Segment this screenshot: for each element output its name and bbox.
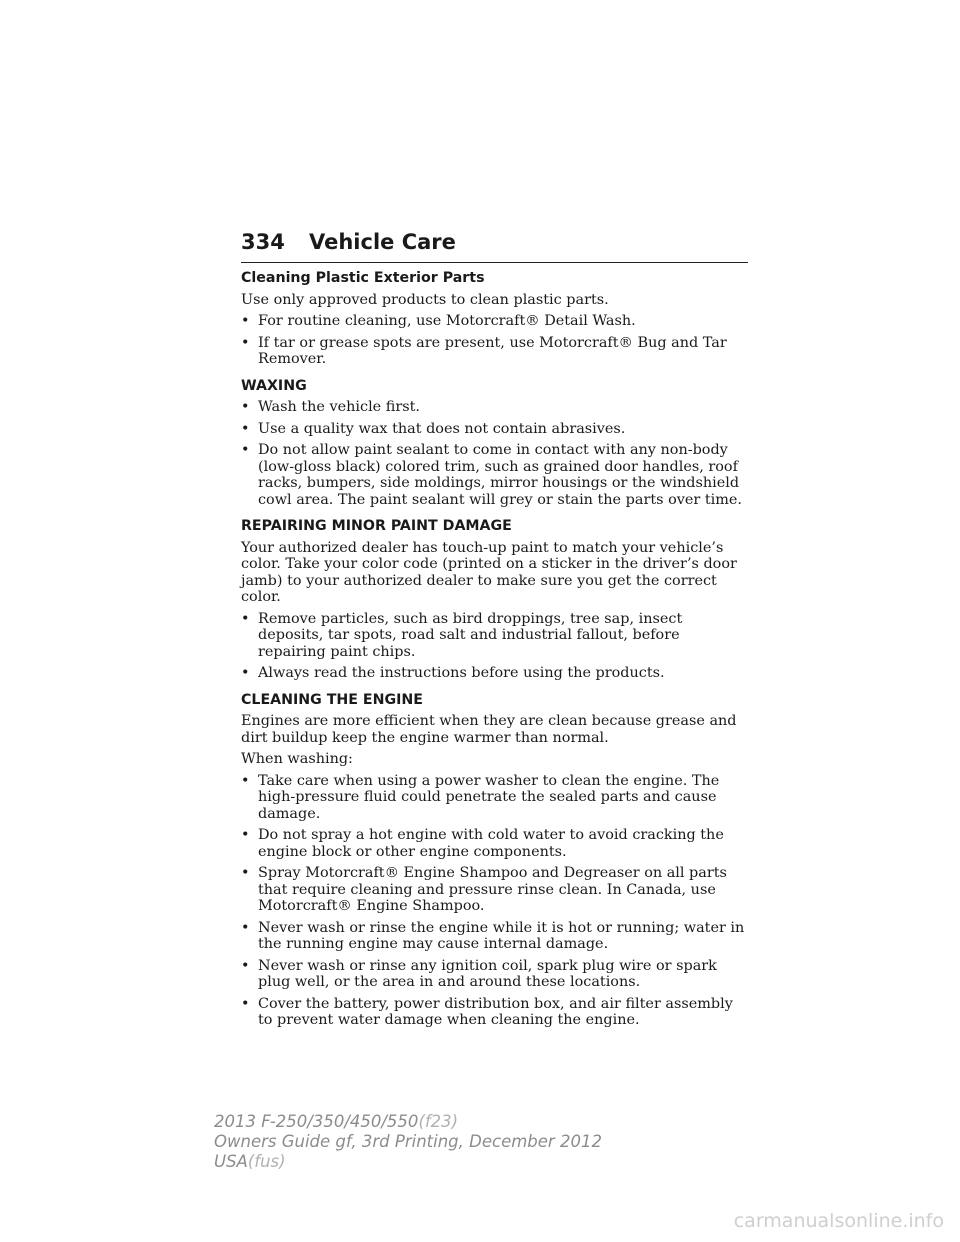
list-item: • Take care when using a power washer to clean the engine. The high-pressure fluid could penetrate the sealed parts and cause damage.	[241, 772, 720, 822]
bullet-icon: •	[241, 442, 250, 458]
bullet-icon: •	[241, 665, 250, 681]
document-footer	[214, 1112, 602, 1172]
bullet-icon: •	[241, 957, 250, 974]
list-item: • Spray Motorcraft® Engine Shampoo and Degreaser on all parts that require cleaning and pressure rinse clean. In Canada, use Motorcraft® Engine Shampoo.	[241, 865, 727, 914]
list-item: • Never wash or rinse the engine while it is hot or running; water in the running engine may cause internal damage.	[241, 919, 745, 952]
engine-intro: Engines are more efficient when they are clean because grease and dirt buildup keep the engine warmer than normal.	[241, 713, 737, 746]
list-item: • Do not allow paint sealant to come in contact with any non-body (low-gloss black) colored trim, such as grained door handles, roof racks, bumpers, side moldings, mirror housings or the windshield cowl area. The paint sealant will grey or stain the parts over time.	[241, 442, 742, 508]
watermark: carmanualsonline.info	[733, 1210, 944, 1232]
paint-intro: Your authorized dealer has touch-up paint to match your vehicle’s color. Take your color code (printed on a sticker in the driver’s door jamb) to your authorized dealer to make sure you get the correct color.	[241, 539, 737, 605]
section-title: Vehicle Care	[309, 230, 456, 254]
page-content	[241, 270, 751, 1035]
list-item: • If tar or grease spots are present, use Motorcraft® Bug and Tar Remover.	[241, 334, 727, 367]
engine-heading: CLEANING THE ENGINE	[241, 691, 423, 708]
bullet-icon: •	[241, 610, 250, 627]
bullet-icon: •	[241, 772, 250, 789]
list-item: • Never wash or rinse any ignition coil, spark plug wire or spark plug well, or the area in and around these locations.	[241, 957, 717, 990]
bullet-icon: •	[241, 313, 250, 329]
footer-line-2: Owners Guide gf, 3rd Printing, December 2012	[214, 1132, 602, 1151]
plastic-intro: Use only approved products to clean plastic parts.	[241, 291, 609, 308]
engine-list	[241, 773, 751, 1029]
bullet-icon: •	[241, 995, 250, 1012]
list-item: • Remove particles, such as bird droppings, tree sap, insect deposits, tar spots, road salt and industrial fallout, before repairing paint chips.	[241, 610, 683, 660]
waxing-list	[241, 399, 751, 508]
plastic-list	[241, 313, 751, 368]
footer-line-3: USA(fus)	[214, 1152, 286, 1171]
bullet-icon: •	[241, 399, 250, 415]
list-item: • Always read the instructions before using the products.	[241, 665, 665, 681]
paint-heading: REPAIRING MINOR PAINT DAMAGE	[241, 518, 512, 534]
list-item: • Use a quality wax that does not contain abrasives.	[241, 420, 626, 437]
paint-list	[241, 611, 751, 682]
bullet-icon: •	[241, 865, 250, 881]
bullet-icon: •	[241, 827, 250, 843]
list-item: • For routine cleaning, use Motorcraft® Detail Wash.	[241, 313, 636, 329]
page-number: 334	[241, 230, 285, 254]
engine-when: When washing:	[241, 751, 353, 767]
bullet-icon: •	[241, 919, 250, 936]
footer-line-1: 2013 F-250/350/450/550(f23)	[214, 1112, 459, 1131]
plastic-heading: Cleaning Plastic Exterior Parts	[241, 270, 485, 286]
list-item: • Wash the vehicle first.	[241, 399, 420, 415]
list-item: • Do not spray a hot engine with cold water to avoid cracking the engine block or other engine components.	[241, 827, 724, 860]
page-header	[241, 228, 748, 263]
waxing-heading: WAXING	[241, 377, 307, 394]
bullet-icon: •	[241, 420, 250, 437]
list-item: • Cover the battery, power distribution box, and air filter assembly to prevent water damage when cleaning the engine.	[241, 995, 733, 1028]
bullet-icon: •	[241, 334, 250, 351]
